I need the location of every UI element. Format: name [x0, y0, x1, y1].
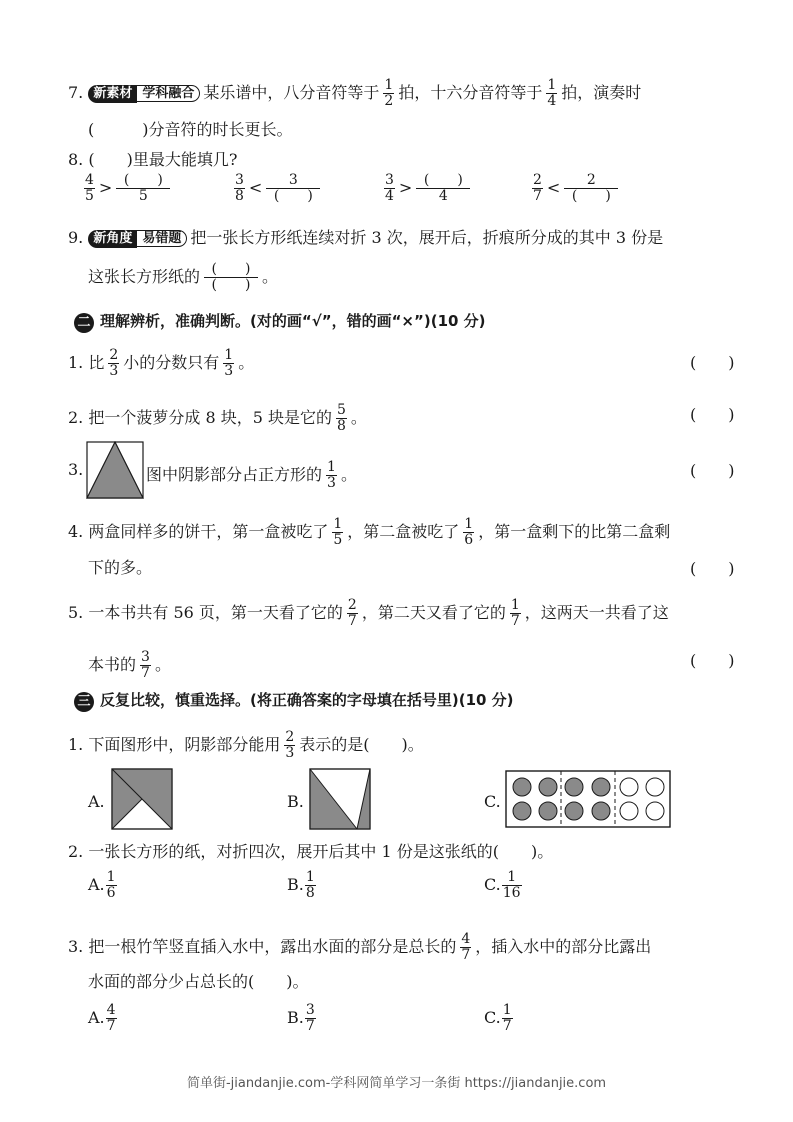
badge-new-material: 新素材 — [88, 85, 137, 103]
answer-paren[interactable]: ( ) — [690, 461, 735, 480]
s3-q3-line1: 3. 把一根竹竿竖直插入水中，露出水面的部分是总长的 $\frac{4}{7}$ ，插入水中的部分比露出 — [68, 931, 652, 963]
section2-title: 二 理解辨析，准确判断。(对的画“√”，错的画“×”)(10 分) — [74, 310, 486, 333]
q7-number: 7. — [68, 83, 84, 102]
fraction: $\frac{1}{2}$ — [384, 77, 394, 109]
q7-line1: 7. 新素材 学科融合 某乐谱中，八分音符等于 $\frac{1}{2}$ 拍，十六分音符等于 $\frac{1}{4}$ 拍，演奏时 — [68, 77, 642, 109]
option-a-figure — [111, 768, 173, 830]
fraction: $\frac{1}{4}$ — [547, 77, 557, 109]
s3-q2: 2. 一张长方形的纸，对折四次，展开后其中 1 份是这张纸的( )。 — [68, 842, 554, 861]
option-c-circles-figure — [505, 770, 671, 828]
answer-paren[interactable]: ( ) — [690, 651, 735, 670]
section-number-badge: 二 — [74, 313, 94, 333]
s3-q2-option-a[interactable]: A. $\frac{1}{6}$ — [88, 869, 116, 901]
s2-q4-line1: 4. 两盒同样多的饼干，第一盒被吃了 $\frac{1}{5}$ ，第二盒被吃了 $\frac{1}{6}$ ，第一盒剩下的比第二盒剩 — [68, 516, 671, 548]
badge-new-angle: 新角度 — [88, 230, 137, 248]
s2-q1: 1. 比 $\frac{2}{3}$ 小的分数只有 $\frac{1}{3}$ 。 — [68, 347, 255, 379]
s3-q3-option-c[interactable]: C. $\frac{1}{7}$ — [484, 1002, 512, 1034]
q9-line2: 这张长方形纸的 $\frac{( )}{( )}$ 。 — [88, 261, 279, 293]
q8-text: 8. ( )里最大能填几? — [68, 150, 238, 169]
option-b-figure — [309, 768, 371, 830]
q9-line1: 9. 新角度 易错题 把一张长方形纸连续对折 3 次，展开后，折痕所分成的其中 3 份是 — [68, 228, 664, 247]
s3-q2-option-b[interactable]: B. $\frac{1}{8}$ — [287, 869, 315, 901]
q8-item-4: $\frac{2}{7}$ < $\frac{2}{( )}$ — [532, 173, 622, 204]
s2-q5-line2: 本书的 $\frac{3}{7}$ 。 — [88, 649, 171, 681]
footer-watermark: 简单街-jiandanjie.com-学科网简单学习一条街 https://jiandanjie.com — [186, 1076, 607, 1091]
q8-item-1: $\frac{4}{5}$ > $\frac{( )}{5}$ — [84, 173, 174, 204]
s2-q2: 2. 把一个菠萝分成 8 块，5 块是它的 $\frac{5}{8}$ 。 — [68, 402, 367, 434]
s2-q3: 图中阴影部分占正方形的 $\frac{1}{3}$ 。 — [146, 459, 357, 491]
option-a-label[interactable]: A. — [88, 792, 105, 811]
s3-q3-option-b[interactable]: B. $\frac{3}{7}$ — [287, 1002, 315, 1034]
answer-paren[interactable]: ( ) — [690, 353, 735, 372]
s3-q2-option-c[interactable]: C. $\frac{1}{16}$ — [484, 869, 521, 901]
section-number-badge: 三 — [74, 692, 94, 712]
section3-title: 三 反复比较，慎重选择。(将正确答案的字母填在括号里)(10 分) — [74, 689, 514, 712]
s2-q3-num: 3. — [68, 460, 84, 479]
answer-paren[interactable]: ( ) — [690, 405, 735, 424]
badge-error-prone: 易错题 — [137, 230, 187, 247]
q8-item-3: $\frac{3}{4}$ > $\frac{( )}{4}$ — [384, 173, 474, 204]
s3-q1: 1. 下面图形中，阴影部分能用 $\frac{2}{3}$ 表示的是( )。 — [68, 729, 424, 761]
badge-subject-fusion: 学科融合 — [137, 85, 200, 102]
q8-item-2: $\frac{3}{8}$ < $\frac{3}{( )}$ — [234, 173, 324, 204]
s2-q4-line2: 下的多。 — [88, 558, 153, 577]
option-c-label[interactable]: C. — [484, 792, 501, 811]
s3-q3-line2: 水面的部分少占总长的( )。 — [88, 972, 309, 991]
option-b-label[interactable]: B. — [287, 792, 304, 811]
answer-paren[interactable]: ( ) — [690, 559, 735, 578]
square-triangle-figure — [86, 441, 144, 499]
s3-q3-option-a[interactable]: A. $\frac{4}{7}$ — [88, 1002, 116, 1034]
q7-line2: ( )分音符的时长更长。 — [88, 120, 293, 139]
s2-q5-line1: 5. 一本书共有 56 页，第一天看了它的 $\frac{2}{7}$ ，第二天又看了它的 $\frac{1}{7}$ ，这两天一共看了这 — [68, 597, 669, 629]
